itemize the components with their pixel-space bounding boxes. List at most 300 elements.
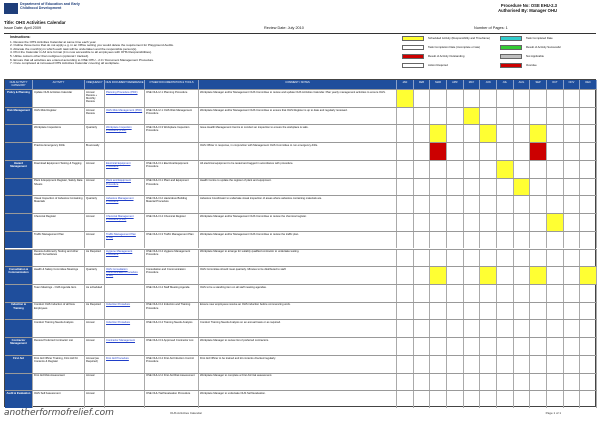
month-cell[interactable] — [480, 338, 497, 355]
month-cell[interactable] — [447, 338, 464, 355]
month-cell[interactable] — [397, 90, 414, 107]
month-cell[interactable] — [397, 320, 414, 337]
month-cell[interactable] — [497, 90, 514, 107]
month-cell[interactable] — [464, 391, 481, 408]
month-cell[interactable] — [430, 374, 447, 391]
month-cell[interactable] — [447, 179, 464, 196]
month-cell[interactable] — [580, 250, 597, 267]
activity-cell: Plant & Equipment Register, Safety Data Sheets — [33, 179, 85, 196]
month-cell[interactable] — [397, 214, 414, 231]
month-cell[interactable] — [430, 338, 447, 355]
month-cell[interactable] — [447, 285, 464, 302]
month-cell[interactable] — [497, 285, 514, 302]
month-cell[interactable] — [497, 267, 514, 284]
instruction-line: 6. Ensure that all activities are entered according to OSE OHU - 2.0 / Document Management Procedure. — [10, 57, 155, 62]
month-cell[interactable] — [547, 303, 564, 320]
instruction-line: 3. Allocate the month(s) in which each task will be undertaken and the responsible person(s). — [10, 46, 138, 51]
month-cell[interactable] — [530, 161, 547, 178]
month-cell[interactable] — [447, 303, 464, 320]
month-cell[interactable] — [414, 143, 431, 160]
category-cell — [5, 250, 33, 267]
month-cell[interactable] — [397, 391, 414, 408]
month-cell[interactable] — [580, 108, 597, 125]
category-cell — [5, 232, 33, 249]
month-cell[interactable] — [514, 161, 531, 178]
month-cell[interactable] — [480, 285, 497, 302]
month-cell[interactable] — [514, 285, 531, 302]
month-cell[interactable] — [480, 125, 497, 142]
month-cell[interactable] — [580, 125, 597, 142]
document-link — [105, 285, 145, 302]
month-cell[interactable] — [530, 267, 547, 284]
month-cell[interactable] — [414, 108, 431, 125]
document-link[interactable]: Asbestos Management Procedure — [105, 196, 145, 213]
month-cell[interactable] — [414, 179, 431, 196]
month-cell[interactable] — [397, 338, 414, 355]
document-link[interactable]: First Aid Procedure — [105, 356, 145, 373]
month-cell[interactable] — [497, 125, 514, 142]
month-cell[interactable] — [430, 232, 447, 249]
month-cell[interactable] — [397, 196, 414, 213]
table-row — [5, 142, 597, 160]
activities-table — [4, 79, 596, 407]
month-cell[interactable] — [447, 250, 464, 267]
month-cell[interactable] — [397, 303, 414, 320]
month-cell[interactable] — [547, 338, 564, 355]
month-cell[interactable] — [447, 143, 464, 160]
month-cell[interactable] — [430, 90, 447, 107]
month-cell[interactable] — [514, 179, 531, 196]
month-cell[interactable] — [580, 196, 597, 213]
legend-label: Not Applicable — [526, 53, 544, 58]
month-cell[interactable] — [580, 338, 597, 355]
month-cell[interactable] — [497, 232, 514, 249]
month-cell[interactable] — [480, 143, 497, 160]
month-cell[interactable] — [514, 125, 531, 142]
document-link[interactable]: Induction Procedure — [105, 320, 145, 337]
category-cell: Hazard Management — [5, 161, 33, 178]
month-cell[interactable] — [564, 143, 581, 160]
activity-cell: Health & Safety Committee Meetings — [33, 267, 85, 284]
document-link[interactable]: OHS Consultation Communication Procedure (PDF) — [105, 267, 145, 284]
month-cell[interactable] — [530, 90, 547, 107]
legend-swatch — [500, 63, 522, 68]
month-cell[interactable] — [530, 125, 547, 142]
comment-cell: Workplace Manager and/or Management OHS Committee to review the chemical register. — [199, 214, 397, 231]
month-cell[interactable] — [430, 196, 447, 213]
month-cell[interactable] — [464, 179, 481, 196]
month-cell[interactable] — [464, 161, 481, 178]
month-cell[interactable] — [397, 285, 414, 302]
month-cell[interactable] — [414, 374, 431, 391]
month-cell[interactable] — [497, 214, 514, 231]
month-cell[interactable] — [497, 196, 514, 213]
month-cell[interactable] — [397, 108, 414, 125]
month-cell[interactable] — [414, 391, 431, 408]
month-cell[interactable] — [430, 250, 447, 267]
month-cell[interactable] — [430, 391, 447, 408]
month-cell[interactable] — [514, 338, 531, 355]
month-cell[interactable] — [514, 356, 531, 373]
month-cell[interactable] — [580, 143, 597, 160]
month-cell[interactable] — [580, 161, 597, 178]
month-cell[interactable] — [564, 90, 581, 107]
month-cell[interactable] — [464, 108, 481, 125]
month-cell[interactable] — [430, 303, 447, 320]
month-cell[interactable] — [464, 267, 481, 284]
month-cell[interactable] — [497, 161, 514, 178]
month-cell[interactable] — [447, 320, 464, 337]
month-cell[interactable] — [580, 356, 597, 373]
month-cell[interactable] — [447, 196, 464, 213]
month-cell[interactable] — [580, 267, 597, 284]
month-cell[interactable] — [564, 161, 581, 178]
month-cell[interactable] — [580, 320, 597, 337]
month-cell[interactable] — [464, 303, 481, 320]
month-cell[interactable] — [497, 250, 514, 267]
month-cell[interactable] — [414, 356, 431, 373]
column-header: COMMENT / NOTES — [199, 80, 397, 89]
document-title: Title: OHS Activities Calendar — [4, 20, 66, 25]
meta-row — [4, 26, 596, 32]
frequency-cell: Quarterly — [85, 196, 105, 213]
month-cell[interactable] — [564, 179, 581, 196]
frequency-cell: As Required — [85, 250, 105, 267]
month-cell[interactable] — [480, 214, 497, 231]
month-cell[interactable] — [397, 356, 414, 373]
month-cell[interactable] — [547, 285, 564, 302]
month-cell[interactable] — [414, 232, 431, 249]
month-cell[interactable] — [464, 196, 481, 213]
frequency-cell: Annual — [85, 374, 105, 391]
month-cell[interactable] — [414, 303, 431, 320]
month-cell[interactable] — [480, 356, 497, 373]
document-link[interactable]: OHS Risk Management (PDF) — [105, 108, 145, 125]
month-cell[interactable] — [480, 391, 497, 408]
month-cell[interactable] — [464, 214, 481, 231]
document-link[interactable]: Hygiene Management Procedure — [105, 250, 145, 267]
document-link[interactable]: Traffic Management Plan (Pilot) — [105, 232, 145, 249]
month-cell[interactable] — [530, 338, 547, 355]
month-cell[interactable] — [530, 320, 547, 337]
month-cell[interactable] — [497, 143, 514, 160]
other-docs-cell: OSE OHU-2.1 Planning Procedure — [145, 90, 199, 107]
month-cell[interactable] — [464, 338, 481, 355]
frequency-cell: As scheduled — [85, 285, 105, 302]
month-cell[interactable] — [464, 356, 481, 373]
month-cell[interactable] — [530, 214, 547, 231]
month-cell[interactable] — [530, 285, 547, 302]
activity-cell: OHS Self Assessment — [33, 391, 85, 408]
month-cell[interactable] — [514, 232, 531, 249]
month-cell[interactable] — [414, 285, 431, 302]
month-cell[interactable] — [397, 267, 414, 284]
month-cell[interactable] — [464, 232, 481, 249]
month-cell[interactable] — [547, 374, 564, 391]
month-cell[interactable] — [480, 161, 497, 178]
month-cell[interactable] — [547, 391, 564, 408]
month-cell[interactable] — [564, 196, 581, 213]
month-cell[interactable] — [547, 90, 564, 107]
month-cell[interactable] — [430, 179, 447, 196]
month-cell[interactable] — [547, 250, 564, 267]
org-name: Department of Education and Early Childhood Development — [20, 2, 80, 11]
month-cell[interactable] — [480, 196, 497, 213]
month-cell[interactable] — [514, 320, 531, 337]
month-cell[interactable] — [547, 125, 564, 142]
comment-cell: Issue Health Management Centre to conduct an inspection to ensure the workplace is safe. — [199, 125, 397, 142]
document-link[interactable]: Induction Procedure — [105, 303, 145, 320]
month-header: APR — [447, 80, 464, 89]
frequency-cell: Annual — [85, 232, 105, 249]
other-docs-cell: OSE OHU-3.4 Chemical Register — [145, 214, 199, 231]
month-cell[interactable] — [464, 285, 481, 302]
month-header: AUG — [514, 80, 531, 89]
month-cell[interactable] — [397, 143, 414, 160]
other-docs-cell: OSE OHU-3.1 Electrical Equipment Procedure — [145, 161, 199, 178]
document-link[interactable]: Planning Procedure (PDF) — [105, 90, 145, 107]
month-cell[interactable] — [430, 125, 447, 142]
watermark: anotherformofrelief.com — [4, 408, 114, 418]
comment-cell: First Aid Officer to be trained and kit contents checked regularly. — [199, 356, 397, 373]
month-cell[interactable] — [497, 391, 514, 408]
month-cell[interactable] — [447, 125, 464, 142]
month-cell[interactable] — [414, 214, 431, 231]
month-cell[interactable] — [564, 356, 581, 373]
column-header: OHS DOCUMENT REFERENCE — [105, 80, 145, 89]
month-cell[interactable] — [580, 214, 597, 231]
month-cell[interactable] — [430, 108, 447, 125]
month-cell[interactable] — [530, 391, 547, 408]
month-cell[interactable] — [580, 303, 597, 320]
month-cell[interactable] — [547, 320, 564, 337]
month-cell[interactable] — [497, 356, 514, 373]
month-cell[interactable] — [564, 125, 581, 142]
month-cell[interactable] — [514, 267, 531, 284]
month-cell[interactable] — [514, 90, 531, 107]
category-cell: Induction & Training — [5, 303, 33, 320]
comment-cell: Workplace Manager to undertake OHS Self Evaluation. — [199, 391, 397, 408]
document-link[interactable]: Electrical Equipment Procedure — [105, 161, 145, 178]
month-cell[interactable] — [447, 391, 464, 408]
month-cell[interactable] — [580, 179, 597, 196]
other-docs-cell: OSE OHU Self Evaluation Procedure — [145, 391, 199, 408]
month-cell[interactable] — [514, 196, 531, 213]
month-cell[interactable] — [564, 320, 581, 337]
month-cell[interactable] — [564, 232, 581, 249]
month-cell[interactable] — [564, 214, 581, 231]
category-cell — [5, 125, 33, 142]
month-cell[interactable] — [497, 338, 514, 355]
comment-cell: All electrical equipment to be tested and tagged in accordance with procedure. — [199, 161, 397, 178]
month-cell[interactable] — [497, 374, 514, 391]
month-cell[interactable] — [480, 108, 497, 125]
month-cell[interactable] — [547, 196, 564, 213]
month-cell[interactable] — [464, 250, 481, 267]
month-cell[interactable] — [430, 143, 447, 160]
month-cell[interactable] — [530, 356, 547, 373]
instruction-line: 4. Print the Calendar in A3 size format (it is now accessible to all employees with OHS Responsibilities). — [10, 50, 152, 55]
instruction-line: 2. Outline those items that do not apply e.g. in an Office setting you would delete the requirement for Playground Audits. — [10, 43, 174, 48]
month-cell[interactable] — [447, 108, 464, 125]
month-cell[interactable] — [414, 196, 431, 213]
month-cell[interactable] — [580, 374, 597, 391]
month-cell[interactable] — [397, 161, 414, 178]
month-cell[interactable] — [547, 267, 564, 284]
legend-item — [500, 63, 596, 68]
document-link[interactable]: Chemical Management Procedure (PDF) — [105, 214, 145, 231]
month-cell[interactable] — [530, 179, 547, 196]
month-cell[interactable] — [564, 391, 581, 408]
month-cell[interactable] — [547, 232, 564, 249]
month-cell[interactable] — [480, 374, 497, 391]
month-cell[interactable] — [564, 285, 581, 302]
month-cell[interactable] — [564, 108, 581, 125]
comment-cell: Workplace Manager and/or Management OHS Committee to ensure that OHS Register is up to date and regularly reviewed. — [199, 108, 397, 125]
month-cell[interactable] — [547, 143, 564, 160]
document-link[interactable]: Workplace Inspection Procedure (PDF) — [105, 125, 145, 142]
month-cell[interactable] — [580, 232, 597, 249]
review-date: Review Date: July 2010 — [264, 26, 304, 30]
month-cell[interactable] — [480, 303, 497, 320]
month-cell[interactable] — [430, 320, 447, 337]
month-cell[interactable] — [530, 303, 547, 320]
month-cell[interactable] — [497, 179, 514, 196]
month-cell[interactable] — [414, 338, 431, 355]
activity-cell: Review Audiometry Testing and other Health Surveillance — [33, 250, 85, 267]
month-cell[interactable] — [414, 250, 431, 267]
month-cell[interactable] — [564, 338, 581, 355]
month-cell[interactable] — [514, 391, 531, 408]
frequency-cell: Quarterly — [85, 125, 105, 142]
document-link[interactable]: Contractor Management — [105, 338, 145, 355]
category-cell — [5, 285, 33, 302]
month-cell[interactable] — [480, 90, 497, 107]
table-row — [5, 195, 597, 213]
month-cell[interactable] — [564, 267, 581, 284]
month-cell[interactable] — [464, 125, 481, 142]
month-cell[interactable] — [514, 108, 531, 125]
month-cell[interactable] — [447, 356, 464, 373]
category-cell: Contractor Management — [5, 338, 33, 355]
month-cell[interactable] — [480, 250, 497, 267]
month-cell[interactable] — [564, 374, 581, 391]
month-cell[interactable] — [430, 285, 447, 302]
activity-cell: Practice Emergency Drills — [33, 143, 85, 160]
month-cell[interactable] — [430, 214, 447, 231]
month-cell[interactable] — [397, 250, 414, 267]
month-cell[interactable] — [580, 90, 597, 107]
legend-item — [402, 54, 498, 59]
table-row — [5, 355, 597, 373]
month-cell[interactable] — [514, 250, 531, 267]
table-body — [5, 89, 597, 408]
month-cell[interactable] — [414, 267, 431, 284]
month-cell[interactable] — [514, 374, 531, 391]
month-cell[interactable] — [497, 320, 514, 337]
month-cell[interactable] — [480, 267, 497, 284]
month-cell[interactable] — [447, 214, 464, 231]
month-cell[interactable] — [514, 143, 531, 160]
comment-cell: Workplace Manager to review list of preferred contractors. — [199, 338, 397, 355]
month-cell[interactable] — [530, 196, 547, 213]
table-row — [5, 249, 597, 267]
activity-cell: Conduct Training Needs Analysis — [33, 320, 85, 337]
month-cell[interactable] — [414, 161, 431, 178]
month-cell[interactable] — [397, 125, 414, 142]
month-cell[interactable] — [397, 179, 414, 196]
month-cell[interactable] — [414, 125, 431, 142]
month-cell[interactable] — [530, 232, 547, 249]
month-cell[interactable] — [447, 161, 464, 178]
month-cell[interactable] — [497, 108, 514, 125]
month-cell[interactable] — [580, 391, 597, 408]
month-cell[interactable] — [430, 267, 447, 284]
month-cell[interactable] — [564, 250, 581, 267]
comment-cell: OHS Officer in response, in conjunction with Management OHS Committee to run emergency drills. — [199, 143, 397, 160]
month-cell[interactable] — [464, 320, 481, 337]
month-cell[interactable] — [580, 285, 597, 302]
month-cell[interactable] — [414, 320, 431, 337]
activity-cell: Team Meetings - OHS Agenda Item — [33, 285, 85, 302]
other-docs-cell: Consultation and Communication Procedure — [145, 267, 199, 284]
table-row — [5, 266, 597, 284]
month-cell[interactable] — [547, 214, 564, 231]
month-cell[interactable] — [530, 374, 547, 391]
table-row — [5, 231, 597, 249]
table-row — [5, 178, 597, 196]
legend-swatch — [500, 45, 522, 50]
month-cell[interactable] — [397, 374, 414, 391]
month-cell[interactable] — [464, 143, 481, 160]
month-cell[interactable] — [480, 320, 497, 337]
table-row — [5, 390, 597, 408]
month-cell[interactable] — [547, 179, 564, 196]
month-cell[interactable] — [464, 90, 481, 107]
activity-cell: Visual Inspection of Asbestos Containing Materials — [33, 196, 85, 213]
month-cell[interactable] — [530, 108, 547, 125]
document-link[interactable]: Plant and Equipment Procedure — [105, 179, 145, 196]
month-cell[interactable] — [514, 303, 531, 320]
category-cell — [5, 320, 33, 337]
comment-cell: OHS Committee should meet quarterly. Minutes to be distributed to staff. — [199, 267, 397, 284]
month-cell[interactable] — [447, 232, 464, 249]
month-cell[interactable] — [414, 90, 431, 107]
legend-swatch — [402, 54, 424, 59]
month-cell[interactable] — [447, 267, 464, 284]
month-cell[interactable] — [547, 161, 564, 178]
month-cell[interactable] — [447, 90, 464, 107]
month-cell[interactable] — [480, 179, 497, 196]
other-docs-cell: OSE OHU-3.1 Plant and Equipment Procedure — [145, 179, 199, 196]
frequency-cell: Annual — [85, 391, 105, 408]
month-cell[interactable] — [447, 374, 464, 391]
month-cell[interactable] — [564, 303, 581, 320]
month-cell[interactable] — [464, 374, 481, 391]
month-cell[interactable] — [547, 108, 564, 125]
month-cell[interactable] — [514, 214, 531, 231]
month-cell[interactable] — [547, 356, 564, 373]
table-row — [5, 284, 597, 302]
month-cell[interactable] — [530, 250, 547, 267]
month-cell[interactable] — [397, 232, 414, 249]
month-cell[interactable] — [430, 161, 447, 178]
month-cell[interactable] — [480, 232, 497, 249]
month-cell[interactable] — [430, 356, 447, 373]
legend-label: Overdue — [526, 62, 537, 67]
month-cell[interactable] — [530, 143, 547, 160]
month-cell[interactable] — [497, 303, 514, 320]
